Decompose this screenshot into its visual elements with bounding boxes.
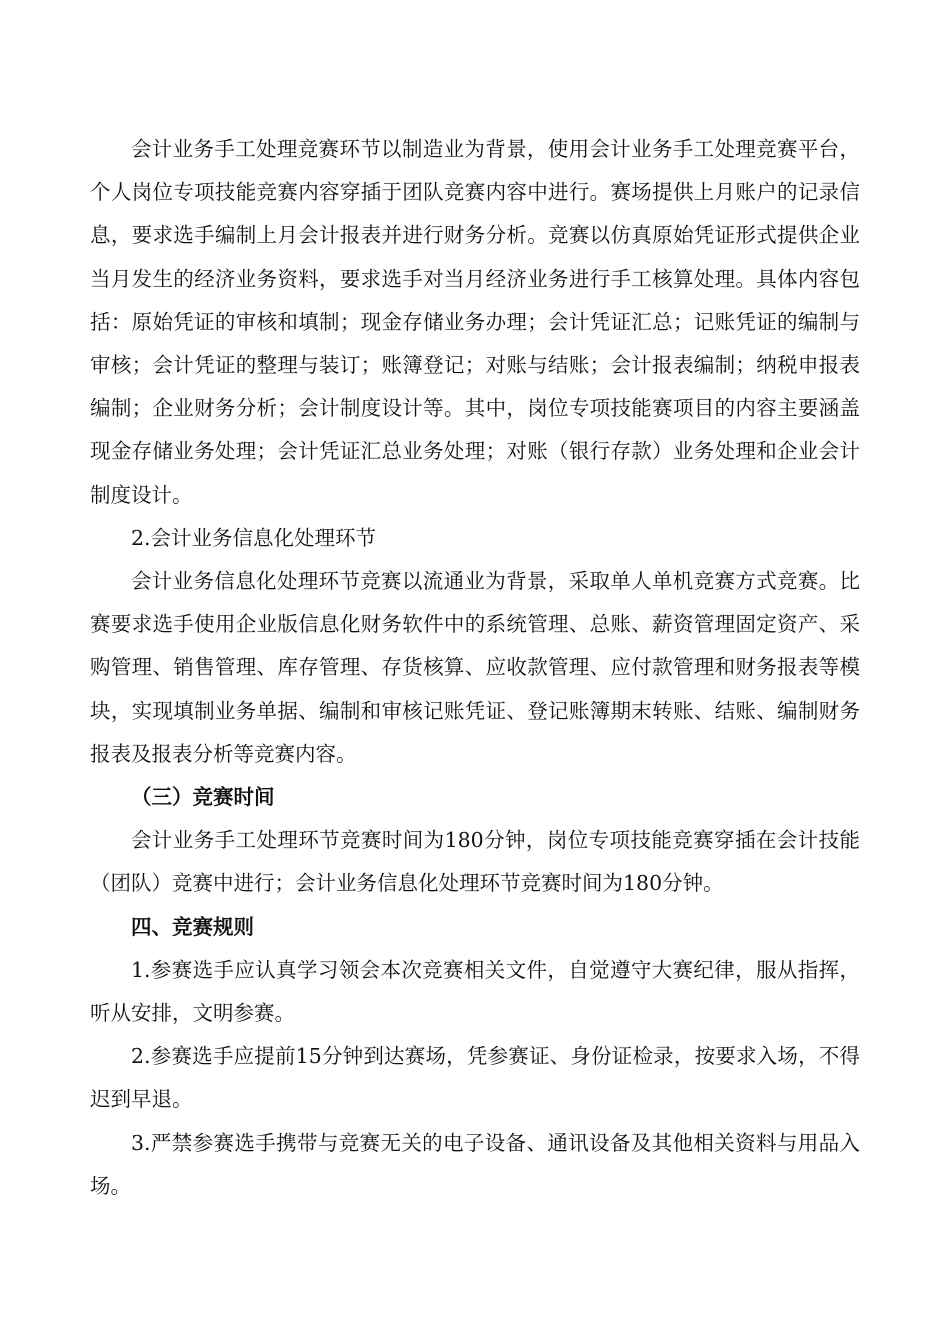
paragraph-informatization: 会计业务信息化处理环节竞赛以流通业为背景，采取单人单机竞赛方式竞赛。比赛要求选手使用企业版信息化财务软件中的系统管理、总账、薪资管理固定资产、采购管理、销售管理、库存管理、存货核算、应收款管理、应付款管理和财务报表等模块，实现填制业务单据、编制和审核记账凭证、登记账簿期末转账、结账、编制财务报表及报表分析等竞赛内容。 <box>90 569 860 766</box>
paragraph-manual-accounting: 会计业务手工处理竞赛环节以制造业为背景，使用会计业务手工处理竞赛平台，个人岗位专项技能竞赛内容穿插于团队竞赛内容中进行。赛场提供上月账户的记录信息，要求选手编制上月会计报表并进行财务分析。竞赛以仿真原始凭证形式提供企业当月发生的经济业务资料，要求选手对当月经济业务进行手工核算处理。具体内容包括：原始凭证的审核和填制；现金存储业务办理；会计凭证汇总；记账凭证的编制与审核；会计凭证的整理与装订；账簿登记；对账与结账；会计报表编制；纳税申报表编制；企业财务分析；会计制度设计等。其中，岗位专项技能赛项目的内容主要涵盖现金存储业务处理；会计凭证汇总业务处理；对账（银行存款）业务处理和企业会计制度设计。 <box>90 137 860 507</box>
rule-item-2: 2.参赛选手应提前15分钟到达赛场，凭参赛证、身份证检录，按要求入场，不得迟到早退。 <box>90 1044 860 1112</box>
document-body <box>90 128 860 1208</box>
heading-competition-time: （三）竞赛时间 <box>131 785 275 810</box>
heading-competition-rules: 四、竞赛规则 <box>131 914 254 939</box>
rule-item-1: 1.参赛选手应认真学习领会本次竞赛相关文件，自觉遵守大赛纪律，服从指挥，听从安排，文明参赛。 <box>90 957 860 1026</box>
paragraph-competition-time: 会计业务手工处理环节竞赛时间为180分钟，岗位专项技能竞赛穿插在会计技能（团队）竞赛中进行；会计业务信息化处理环节竞赛时间为180分钟。 <box>90 828 860 896</box>
subheading-informatization: 2.会计业务信息化处理环节 <box>131 525 377 550</box>
rule-item-3: 3.严禁参赛选手携带与竞赛无关的电子设备、通讯设备及其他相关资料与用品入场。 <box>90 1130 860 1198</box>
